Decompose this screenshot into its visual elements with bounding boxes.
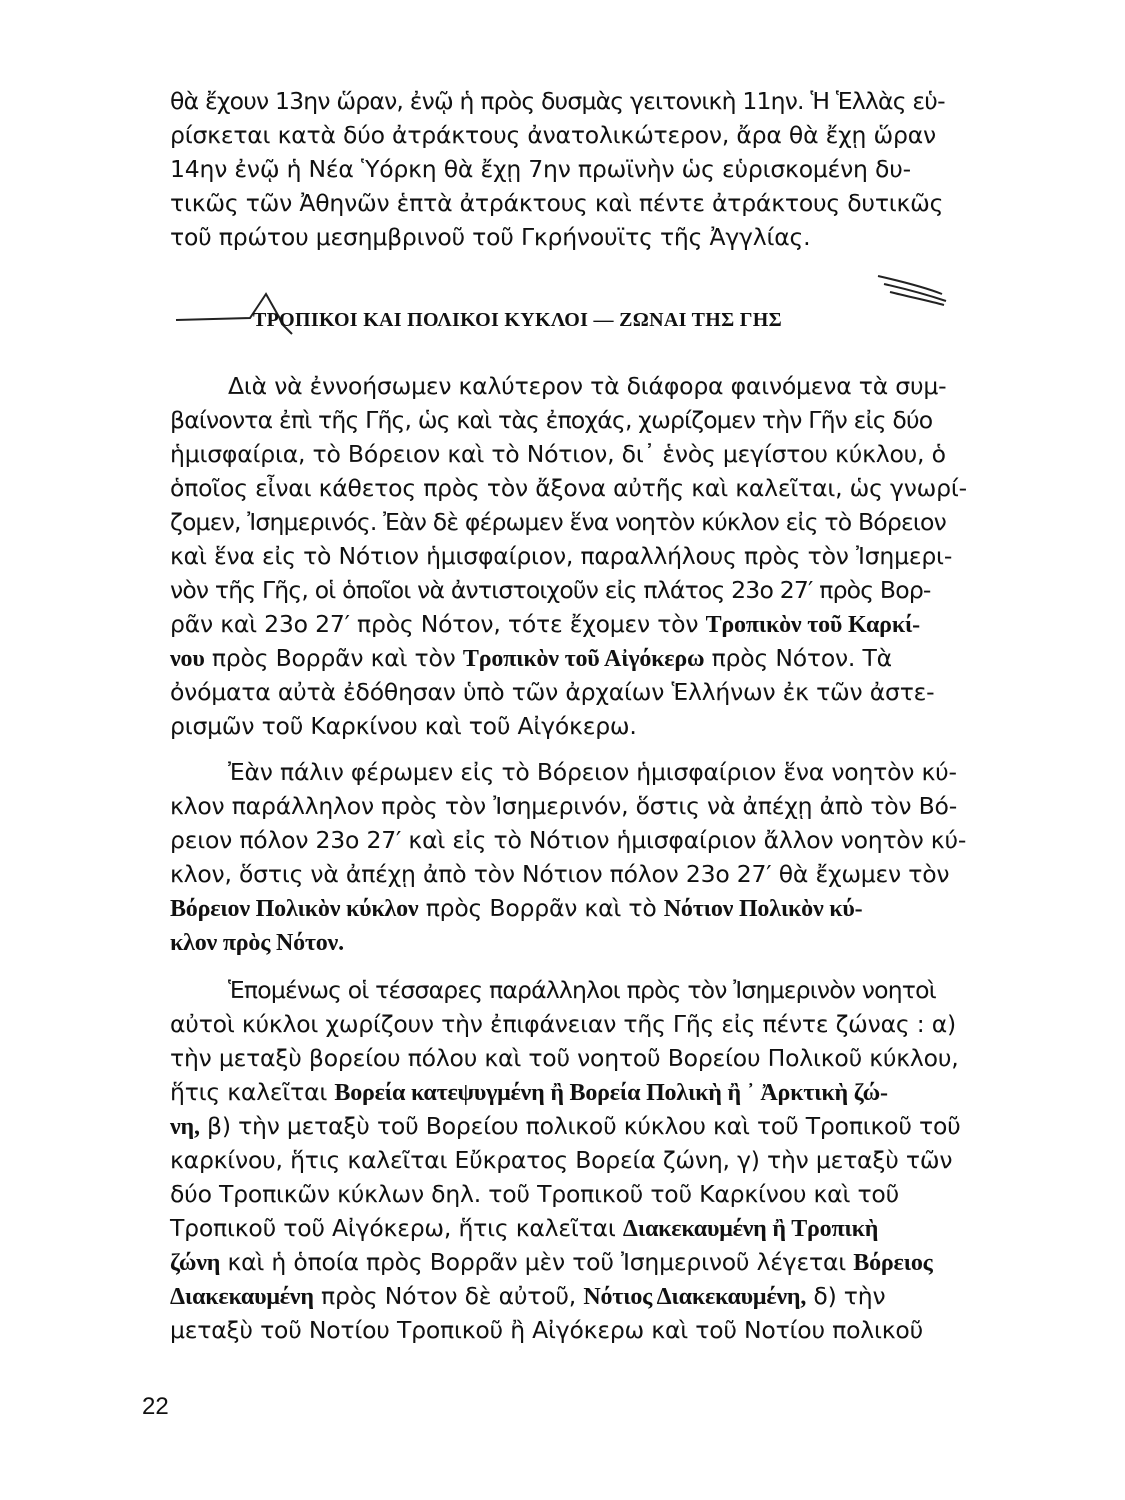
text-line: Ἑπομένως οἱ τέσσαρες παράλληλοι πρὸς τὸν Ἰσημερινὸν νοητοὶ (228, 976, 936, 1004)
term-tropic-capricorn: Τροπικὸν τοῦ Αἰγόκερω (462, 646, 705, 672)
text-line: μεταξὺ τοῦ Νοτίου Τροπικοῦ ἢ Αἰγόκερω καὶ τοῦ Νοτίου πολικοῦ (170, 1316, 923, 1344)
term-arctic-circle: Βόρειον Πολικὸν κύκλον (170, 896, 419, 922)
term-north-frigid-zone: Βορεία κατεψυγμένη ἢ Βορεία Πολικὴ ἢ ᾿ Ἀρκτικὴ ζώ- (334, 1080, 888, 1106)
text-line: κλον πρὸς Νότον. (170, 930, 344, 956)
text-line: ρίσκεται κατὰ δύο ἀτράκτους ἀνατολικώτερον, ἄρα θὰ ἔχῃ ὥραν (170, 121, 936, 149)
term-antarctic-circle: Νότιον Πολικὸν κύ- (663, 896, 863, 922)
text-line: καὶ ἕνα εἰς τὸ Νότιον ἡμισφαίριον, παραλλήλους πρὸς τὸν Ἰσημερι- (170, 542, 953, 570)
text-line: ζομεν, Ἰσημερινός. Ἐὰν δὲ φέρωμεν ἕνα νοητὸν κύκλον εἰς τὸ Βόρειον (170, 508, 946, 536)
text-line: νὸν τῆς Γῆς, οἱ ὁποῖοι νὰ ἀντιστοιχοῦν εἰς πλάτος 23ο 27′ πρὸς Βορ- (170, 576, 931, 604)
text-line: ρειον πόλον 23ο 27′ καὶ εἰς τὸ Νότιον ἡμισφαίριον ἄλλον νοητὸν κύ- (170, 826, 967, 854)
text-line: κλον, ὅστις νὰ ἀπέχῃ ἀπὸ τὸν Νότιον πόλον 23ο 27′ θὰ ἔχωμεν τὸν (170, 860, 950, 888)
text-line: ρᾶν καὶ 23ο 27′ πρὸς Νότον, τότε ἔχομεν τὸν Τροπικὸν τοῦ Καρκί- (170, 610, 920, 638)
term-tropic-cancer: Τροπικὸν τοῦ Καρκί- (705, 612, 920, 638)
text-line: τικῶς τῶν Ἀθηνῶν ἑπτὰ ἀτράκτους καὶ πέντε ἀτράκτους δυτικῶς (170, 189, 944, 217)
term-north-torrid: Βόρειος (853, 1250, 933, 1276)
pen-scribble (878, 276, 946, 305)
text-line: ἡμισφαίρια, τὸ Βόρειον καὶ τὸ Νότιον, δι᾿ ἑνὸς μεγίστου κύκλου, ὁ (170, 440, 946, 468)
text-line: τὴν μεταξὺ βορείου πόλου καὶ τοῦ νοητοῦ Βορείου Πολικοῦ κύκλου, (170, 1044, 959, 1072)
term-torrid-zone: Διακεκαυμένη ἢ Τροπικὴ (622, 1216, 879, 1242)
text-line: δύο Τροπικῶν κύκλων δηλ. τοῦ Τροπικοῦ τοῦ Καρκίνου καὶ τοῦ (170, 1180, 900, 1208)
text-line: καρκίνου, ἥτις καλεῖται Εὔκρατος Βορεία ζώνη, γ) τὴν μεταξὺ τῶν (170, 1146, 953, 1174)
section-heading: ΤΡΟΠΙΚΟΙ ΚΑΙ ΠΟΛΙΚΟΙ ΚΥΚΛΟΙ — ΖΩΝΑΙ ΤΗΣ ΓΗΣ (253, 309, 783, 331)
text-line: βαίνοντα ἐπὶ τῆς Γῆς, ὡς καὶ τὰς ἐποχάς, χωρίζομεν τὴν Γῆν εἰς δύο (170, 406, 933, 434)
text-line: ὁποῖος εἶναι κάθετος πρὸς τὸν ἄξονα αὐτῆς καὶ καλεῖται, ὡς γνωρί- (170, 474, 967, 502)
text-line: κλον παράλληλον πρὸς τὸν Ἰσημερινόν, ὅστις νὰ ἀπέχῃ ἀπὸ τὸν Βό- (170, 792, 957, 820)
text-line: θὰ ἔχουν 13ην ὥραν, ἐνῷ ἡ πρὸς δυσμὰς γειτονικὴ 11ην. Ἡ Ἑλλὰς εὑ- (170, 87, 945, 115)
text-line: Διὰ νὰ ἐννοήσωμεν καλύτερον τὰ διάφορα φαινόμενα τὰ συμ- (228, 372, 947, 400)
text-line: ἥτις καλεῖται Βορεία κατεψυγμένη ἢ Βορεία Πολικὴ ἢ ᾿ Ἀρκτικὴ ζώ- (170, 1078, 888, 1106)
text-line: ρισμῶν τοῦ Καρκίνου καὶ τοῦ Αἰγόκερω. (170, 712, 637, 740)
text-line: ὀνόματα αὐτὰ ἐδόθησαν ὑπὸ τῶν ἀρχαίων Ἑλλήνων ἐκ τῶν ἀστε- (170, 678, 935, 706)
term-south-torrid: Νότιος Διακεκαυμένη, (583, 1284, 807, 1310)
text-line: Βόρειον Πολικὸν κύκλον πρὸς Βορρᾶν καὶ τὸ Νότιον Πολικὸν κύ- (170, 894, 863, 922)
text-line: αὐτοὶ κύκλοι χωρίζουν τὴν ἐπιφάνειαν τῆς Γῆς εἰς πέντε ζώνας : α) (170, 1010, 956, 1038)
text-line: Τροπικοῦ τοῦ Αἰγόκερω, ἥτις καλεῖται Διακεκαυμένη ἢ Τροπικὴ (170, 1214, 879, 1242)
text-line: νη, β) τὴν μεταξὺ τοῦ Βορείου πολικοῦ κύκλου καὶ τοῦ Τροπικοῦ τοῦ (170, 1112, 961, 1140)
text-line: Ἐὰν πάλιν φέρωμεν εἰς τὸ Βόρειον ἡμισφαίριον ἕνα νοητὸν κύ- (228, 758, 957, 786)
text-line: Διακεκαυμένη πρὸς Νότον δὲ αὐτοῦ, Νότιος Διακεκαυμένη, δ) τὴν (170, 1282, 886, 1310)
page-number: 22 (142, 1393, 169, 1420)
text-line: τοῦ πρώτου μεσημβρινοῦ τοῦ Γκρήνουϊτς τῆς Ἀγγλίας. (170, 223, 811, 251)
text-line: νου πρὸς Βορρᾶν καὶ τὸν Τροπικὸν τοῦ Αἰγόκερω πρὸς Νότον. Τὰ (170, 644, 892, 672)
text-line: 14ην ἐνῷ ἡ Νέα Ὑόρκη θὰ ἔχῃ 7ην πρωϊνὴν ὡς εὑρισκομένη δυ- (170, 155, 911, 183)
text-line: ζώνη καὶ ἡ ὁποία πρὸς Βορρᾶν μὲν τοῦ Ἰσημερινοῦ λέγεται Βόρειος (170, 1248, 933, 1276)
